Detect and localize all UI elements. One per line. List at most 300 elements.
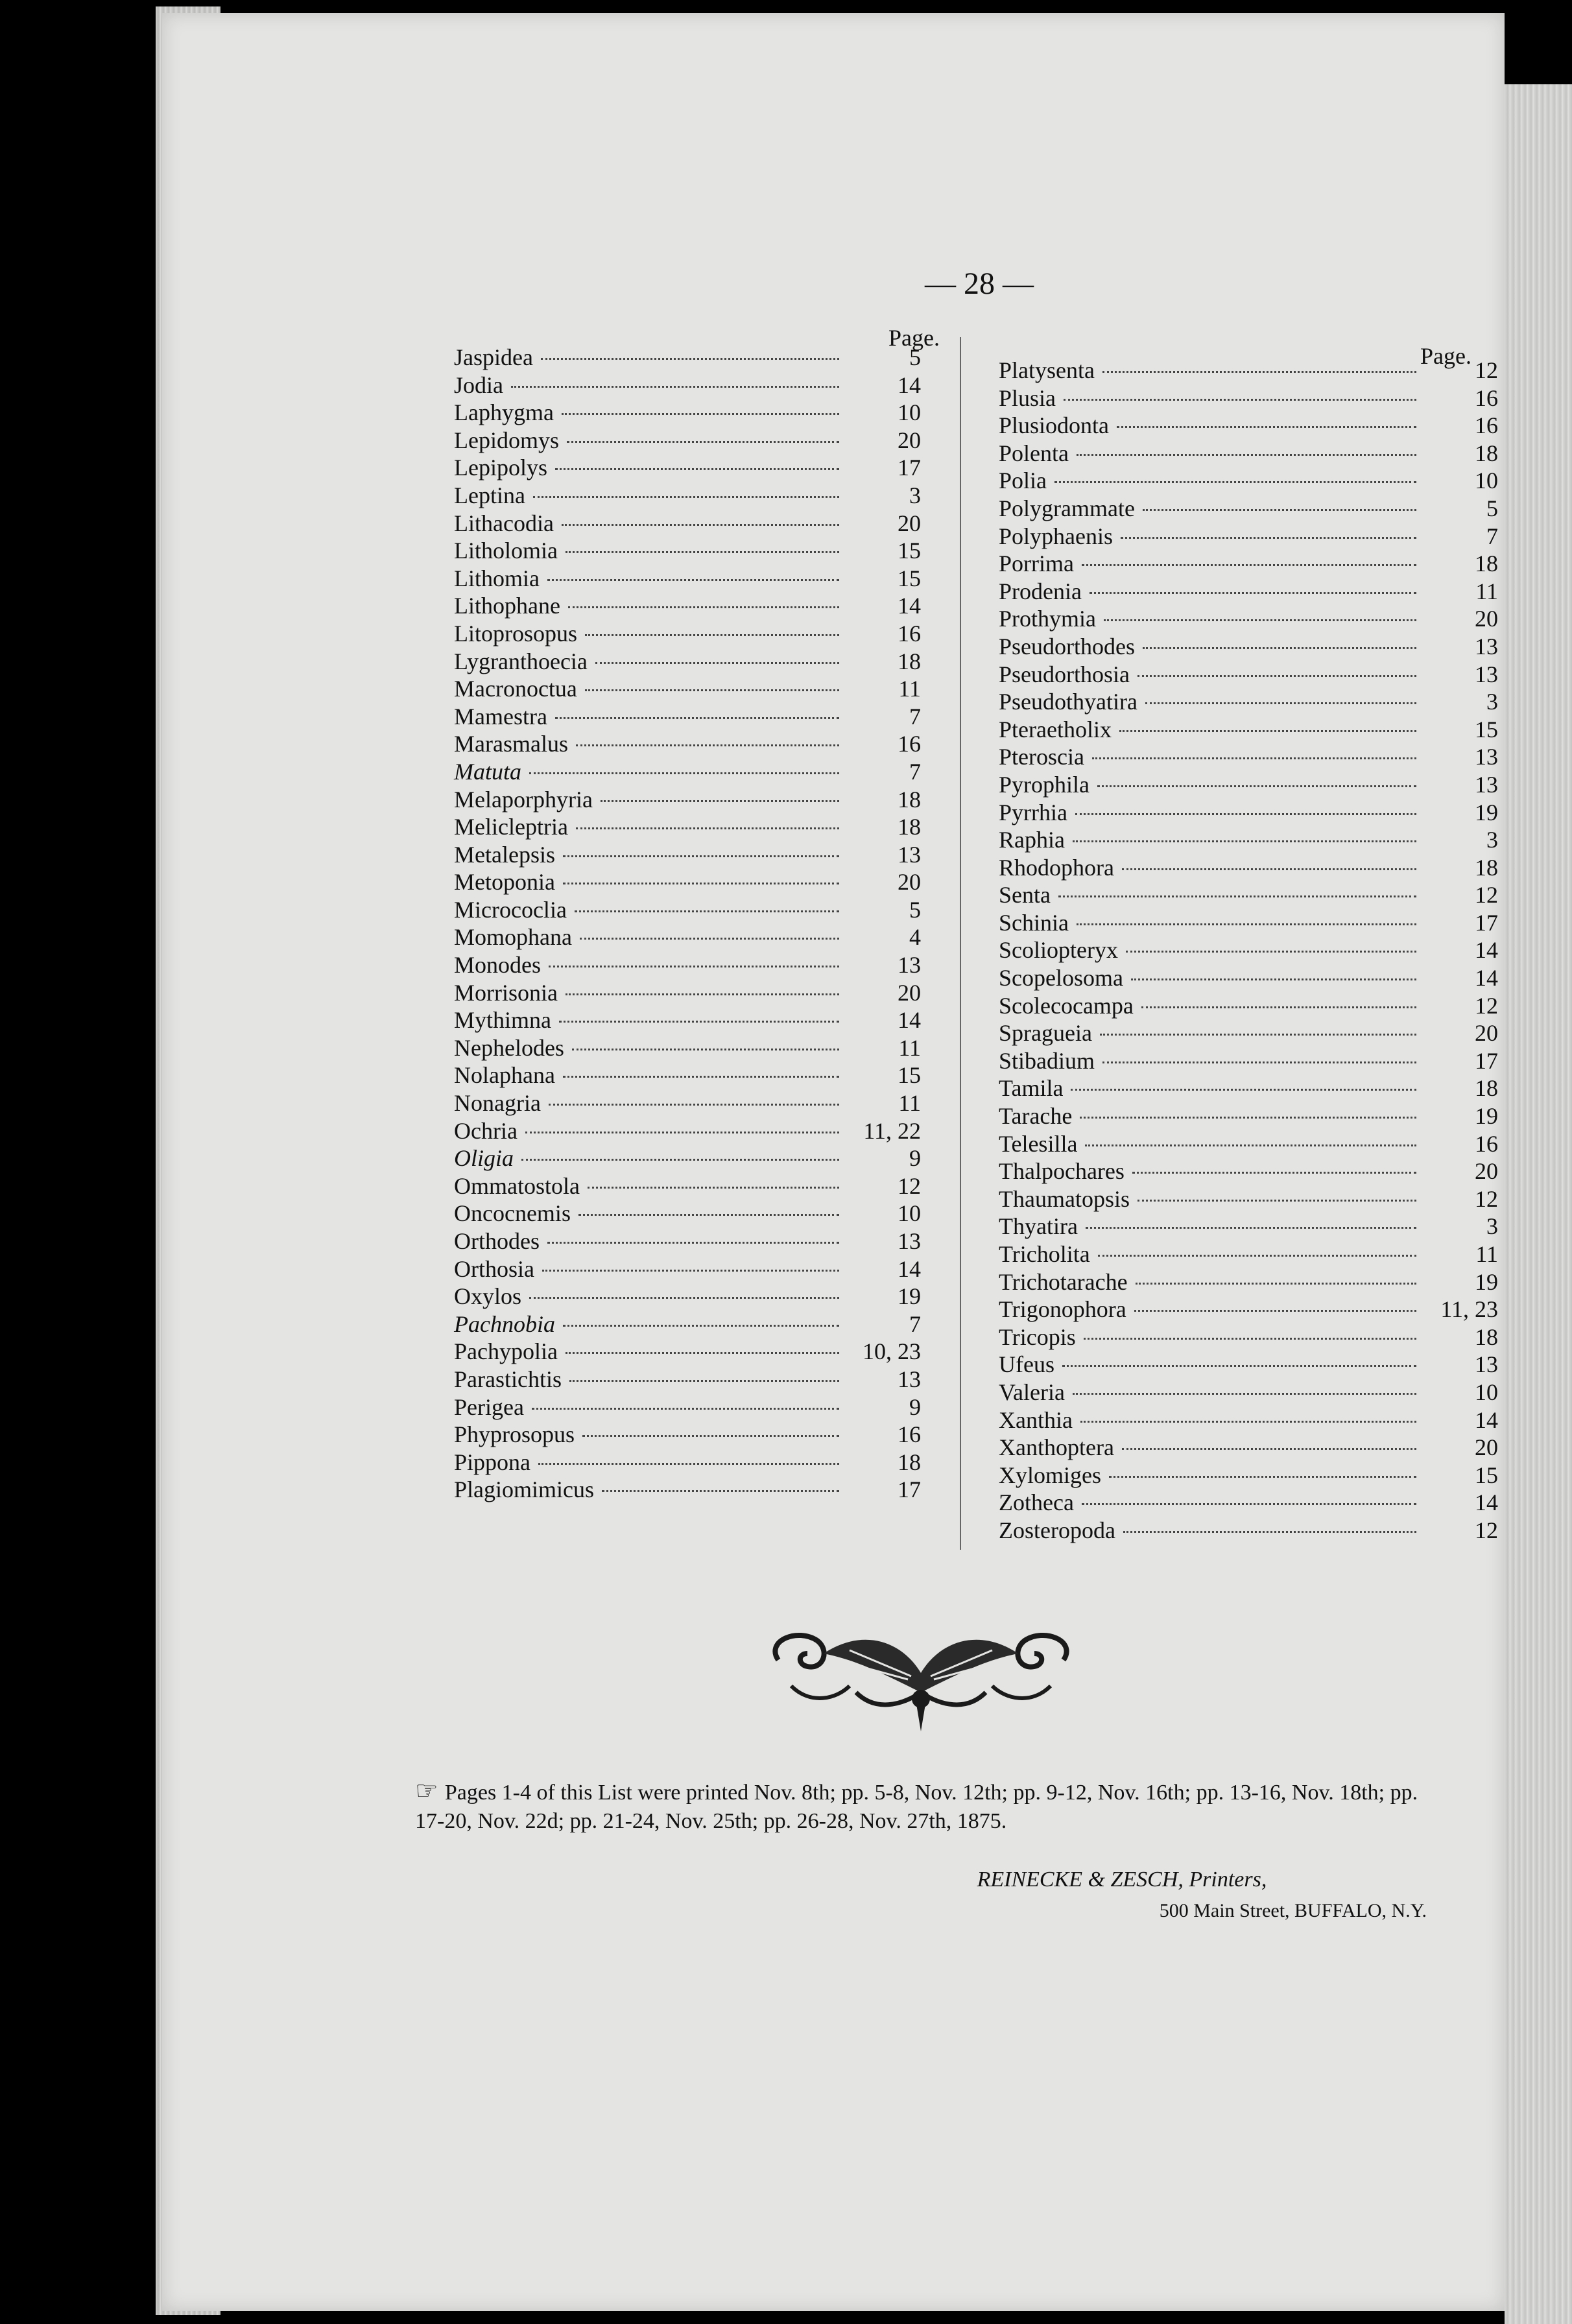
- genus-name: Metalepsis: [454, 841, 555, 868]
- index-entry: [454, 510, 921, 538]
- index-entry: [999, 357, 1498, 385]
- dot-leader: [555, 468, 839, 470]
- index-entry: [999, 936, 1498, 964]
- genus-name: Perigea: [454, 1393, 524, 1420]
- page-ref: 14: [898, 372, 921, 398]
- dot-leader: [1064, 399, 1416, 401]
- genus-name: Prothymia: [999, 606, 1096, 632]
- page-ref: 17: [898, 1476, 921, 1503]
- page-ref: 19: [1475, 1103, 1498, 1130]
- page-ref: 12: [1475, 1517, 1498, 1543]
- genus-name: Scoliopteryx: [999, 937, 1118, 964]
- genus-name: Tricholita: [999, 1241, 1090, 1267]
- dot-leader: [576, 744, 839, 746]
- index-entry: [454, 1366, 921, 1393]
- dot-leader: [1134, 1310, 1416, 1312]
- genus-name: Micrococlia: [454, 896, 567, 923]
- genus-name: Thaumatopsis: [999, 1185, 1130, 1212]
- dot-leader: [1122, 868, 1416, 870]
- index-entry: [454, 841, 921, 869]
- genus-name: Telesilla: [999, 1130, 1078, 1157]
- index-entry: [454, 399, 921, 427]
- genus-name: Jaspidea: [454, 344, 533, 370]
- page-ref: 12: [1475, 1185, 1498, 1212]
- page-ref: 20: [1475, 1158, 1498, 1185]
- index-entry: [454, 344, 921, 372]
- index-entry: [999, 992, 1498, 1020]
- page-ref: 19: [1475, 1268, 1498, 1295]
- dot-leader: [568, 606, 839, 608]
- genus-name: Zosteropoda: [999, 1517, 1115, 1543]
- page-ref: 18: [898, 814, 921, 840]
- genus-name: Polyphaenis: [999, 523, 1113, 549]
- dot-leader: [582, 1435, 839, 1437]
- page-ref: 20: [1475, 1020, 1498, 1047]
- dot-leader: [529, 1297, 839, 1299]
- genus-name: Momophana: [454, 924, 572, 951]
- genus-name: Metoponia: [454, 869, 555, 895]
- page-ref: 10: [898, 399, 921, 426]
- page-ref: 14: [898, 1007, 921, 1034]
- index-entry: [454, 1006, 921, 1034]
- genus-name: Marasmalus: [454, 731, 568, 757]
- genus-name: Polenta: [999, 440, 1069, 466]
- index-entry: [999, 412, 1498, 440]
- index-entry: [999, 826, 1498, 854]
- index-entry: [999, 1185, 1498, 1213]
- index-entry: [999, 385, 1498, 412]
- genus-name: Pseudothyatira: [999, 689, 1137, 715]
- page-ref: 5: [909, 896, 921, 923]
- genus-name: Xanthia: [999, 1406, 1073, 1433]
- index-entry: [999, 1157, 1498, 1185]
- dot-leader: [1145, 702, 1416, 704]
- index-entry: [999, 771, 1498, 799]
- printing-note: [415, 1777, 1440, 1836]
- index-entry: [454, 1421, 921, 1449]
- dot-leader: [585, 689, 839, 691]
- dot-leader: [1075, 813, 1416, 815]
- dot-leader: [1058, 895, 1416, 897]
- page-ref: 17: [898, 455, 921, 481]
- page-ref: 20: [898, 869, 921, 895]
- index-entry: [454, 813, 921, 841]
- genus-name: Tricopis: [999, 1323, 1076, 1350]
- dot-leader: [563, 883, 839, 884]
- index-entry: [454, 1034, 921, 1062]
- page-ref: 13: [1475, 771, 1498, 798]
- page-ref: 9: [909, 1393, 921, 1420]
- index-entry: [999, 1434, 1498, 1462]
- dot-leader: [566, 551, 839, 553]
- index-entry: [454, 1172, 921, 1200]
- index-entry: [454, 1476, 921, 1504]
- page-ref: 7: [909, 703, 921, 729]
- index-entry: [999, 688, 1498, 716]
- genus-name: Spragueia: [999, 1020, 1092, 1047]
- dot-leader: [1054, 481, 1416, 483]
- page-ref: 18: [898, 1449, 921, 1475]
- index-entry: [454, 1061, 921, 1089]
- genus-name: Lepipolys: [454, 455, 547, 481]
- index-entry: [999, 523, 1498, 551]
- genus-name: Lithophane: [454, 593, 560, 619]
- page-ref: 3: [909, 482, 921, 508]
- genus-name: Parastichtis: [454, 1366, 562, 1392]
- dot-leader: [1097, 785, 1416, 787]
- genus-name: Scolecocampa: [999, 992, 1134, 1019]
- page-ref: 13: [898, 1366, 921, 1392]
- page-ref: 13: [1475, 633, 1498, 659]
- genus-name: Ommatostola: [454, 1172, 580, 1199]
- index-entry: [999, 1462, 1498, 1489]
- dot-leader: [529, 772, 839, 774]
- genus-name: Xylomiges: [999, 1462, 1101, 1488]
- index-entry: [454, 620, 921, 648]
- index-entry: [999, 495, 1498, 523]
- index-entry: [454, 1200, 921, 1227]
- page-ref: 11: [898, 1090, 921, 1117]
- page-ref: 11, 23: [1440, 1296, 1498, 1323]
- index-column-right: [999, 357, 1498, 1545]
- index-entry: [454, 537, 921, 565]
- genus-name: Oligia: [454, 1145, 514, 1172]
- dot-leader: [588, 1187, 839, 1189]
- dot-leader: [1137, 675, 1416, 677]
- dot-leader: [567, 441, 839, 443]
- dot-leader: [1136, 1283, 1416, 1285]
- index-entry: [454, 1338, 921, 1366]
- page-ref: 16: [1475, 412, 1498, 439]
- dot-leader: [595, 662, 839, 664]
- genus-name: Scopelosoma: [999, 965, 1123, 991]
- dot-leader: [1098, 1255, 1416, 1257]
- index-entry: [454, 730, 921, 758]
- dot-leader: [547, 579, 839, 581]
- page-ref: 5: [909, 344, 921, 370]
- page-ref: 14: [898, 593, 921, 619]
- dot-leader: [602, 1490, 839, 1492]
- index-entry: [454, 1089, 921, 1117]
- genus-name: Schinia: [999, 909, 1069, 936]
- dot-leader: [521, 1159, 839, 1161]
- genus-name: Pachypolia: [454, 1338, 558, 1365]
- genus-name: Platysenta: [999, 357, 1095, 383]
- dot-leader: [1143, 509, 1416, 511]
- dot-leader: [580, 938, 839, 940]
- dot-leader: [1104, 619, 1416, 621]
- index-entry: [999, 1074, 1498, 1102]
- dot-leader: [538, 1463, 839, 1465]
- index-entry: [999, 964, 1498, 992]
- dot-leader: [566, 1352, 839, 1354]
- printing-note-text: Pages 1-4 of this List were printed Nov. 8th; pp. 5-8, Nov. 12th; pp. 9-12, Nov. 16th; pp. 13-16, Nov. 18th; pp. 17-20, Nov. 22d; pp. 21-24, Nov. 25th; pp. 26-28, Nov. 27th, 1875.: [415, 1781, 1418, 1833]
- dot-leader: [542, 1270, 839, 1272]
- dot-leader: [1123, 1531, 1416, 1533]
- genus-name: Pyrophila: [999, 771, 1090, 798]
- genus-name: Tamila: [999, 1075, 1064, 1102]
- page-ref: 16: [898, 731, 921, 757]
- dot-leader: [1102, 1061, 1416, 1063]
- index-entry: [454, 786, 921, 814]
- index-entry: [999, 1213, 1498, 1240]
- page-ref: 10: [898, 1200, 921, 1227]
- index-entry: [999, 909, 1498, 937]
- dot-leader: [1080, 1117, 1416, 1119]
- genus-name: Pteraetholix: [999, 716, 1112, 742]
- index-entry: [454, 427, 921, 455]
- dot-leader: [562, 524, 839, 526]
- index-entry: [454, 868, 921, 896]
- dot-leader: [1132, 1172, 1416, 1174]
- index-entry: [454, 923, 921, 951]
- page-ref: 20: [898, 427, 921, 453]
- page-ref: 13: [1475, 1351, 1498, 1378]
- page-ref: 18: [1475, 551, 1498, 577]
- genus-name: Plagiomimicus: [454, 1476, 594, 1503]
- dot-leader: [541, 358, 839, 360]
- index-entry: [454, 979, 921, 1007]
- page-ref: 12: [898, 1172, 921, 1199]
- dot-leader: [566, 993, 839, 995]
- dot-leader: [1122, 1448, 1416, 1450]
- index-entry: [454, 703, 921, 731]
- genus-name: Litholomia: [454, 538, 558, 564]
- genus-name: Orthodes: [454, 1228, 540, 1254]
- genus-name: Rhodophora: [999, 854, 1114, 881]
- index-entry: [999, 799, 1498, 827]
- dot-leader: [601, 800, 839, 802]
- dot-leader: [1085, 1144, 1416, 1146]
- genus-name: Phyprosopus: [454, 1421, 575, 1448]
- page-ref: 13: [1475, 744, 1498, 770]
- page-ref: 17: [1475, 909, 1498, 936]
- genus-name: Pseudorthosia: [999, 661, 1130, 687]
- index-entry: [454, 482, 921, 510]
- index-entry: [999, 633, 1498, 661]
- dot-leader: [555, 717, 839, 719]
- dot-leader: [1126, 951, 1416, 953]
- index-entry: [999, 661, 1498, 689]
- genus-name: Pachnobia: [454, 1310, 555, 1337]
- index-entry: [999, 716, 1498, 744]
- page-ref: 18: [1475, 1323, 1498, 1350]
- dot-leader: [525, 1132, 839, 1133]
- page-ref: 7: [909, 758, 921, 785]
- page-ref: 18: [1475, 854, 1498, 881]
- genus-name: Jodia: [454, 372, 503, 398]
- index-entry: [999, 1323, 1498, 1351]
- dot-leader: [1082, 1503, 1416, 1505]
- page-ref: 10, 23: [863, 1338, 921, 1365]
- page-ref: 11: [898, 1034, 921, 1061]
- dot-leader: [1141, 1006, 1416, 1008]
- page-ref: 20: [898, 510, 921, 536]
- index-entry: [999, 743, 1498, 771]
- index-entry: [999, 1130, 1498, 1158]
- index-entry: [999, 1296, 1498, 1323]
- genus-name: Pippona: [454, 1449, 531, 1475]
- index-entry: [454, 454, 921, 482]
- printers-ornament-icon: [752, 1615, 1090, 1738]
- dot-leader: [575, 910, 839, 912]
- page-ref: 11: [898, 676, 921, 702]
- pointing-hand-icon: ☞: [415, 1776, 438, 1805]
- genus-name: Ochria: [454, 1117, 518, 1144]
- page-ref: 15: [1475, 716, 1498, 742]
- dot-leader: [1077, 454, 1416, 456]
- genus-name: Macronoctua: [454, 676, 577, 702]
- dot-leader: [559, 1021, 839, 1023]
- index-entry: [454, 1449, 921, 1476]
- genus-name: Prodenia: [999, 578, 1082, 604]
- dot-leader: [1073, 840, 1416, 842]
- index-entry: [999, 1489, 1498, 1517]
- index-column-left: [454, 344, 921, 1504]
- genus-name: Plusiodonta: [999, 412, 1110, 439]
- dot-leader: [585, 634, 839, 636]
- index-entry: [454, 1227, 921, 1255]
- genus-name: Zotheca: [999, 1489, 1074, 1516]
- dot-leader: [563, 855, 839, 857]
- index-entry: [999, 1517, 1498, 1545]
- genus-name: Melicleptria: [454, 814, 568, 840]
- dot-leader: [532, 1408, 839, 1410]
- genus-name: Senta: [999, 882, 1051, 908]
- index-entry: [454, 565, 921, 593]
- dot-leader: [1121, 537, 1416, 539]
- dot-leader: [1117, 426, 1416, 428]
- page-ref: 14: [1475, 937, 1498, 964]
- dot-leader: [1090, 592, 1416, 594]
- dot-leader: [563, 1076, 839, 1078]
- index-entry: [999, 881, 1498, 909]
- genus-name: Nolaphana: [454, 1062, 555, 1089]
- genus-name: Porrima: [999, 551, 1074, 577]
- dot-leader: [549, 1104, 839, 1106]
- dot-leader: [1131, 978, 1416, 980]
- page-ref: 19: [898, 1283, 921, 1310]
- index-entry: [454, 1255, 921, 1283]
- page-ref: 20: [1475, 606, 1498, 632]
- printer-credit: REINECKE & ZESCH, Printers,: [977, 1868, 1267, 1891]
- index-entry: [999, 854, 1498, 882]
- dot-leader: [1143, 647, 1416, 649]
- index-entry: [454, 1144, 921, 1172]
- page-ref: 11, 22: [863, 1117, 921, 1144]
- page-ref: 15: [898, 565, 921, 591]
- index-entry: [999, 1379, 1498, 1406]
- index-entry: [454, 951, 921, 979]
- index-entry: [999, 578, 1498, 606]
- genus-name: Tarache: [999, 1103, 1073, 1130]
- dot-leader: [1071, 1089, 1416, 1091]
- genus-name: Laphygma: [454, 399, 554, 426]
- genus-name: Pteroscia: [999, 744, 1084, 770]
- genus-name: Nephelodes: [454, 1034, 564, 1061]
- genus-name: Monodes: [454, 952, 541, 978]
- facing-page-edge: [1505, 84, 1572, 2324]
- genus-name: Trichotarache: [999, 1268, 1128, 1295]
- dot-leader: [576, 827, 839, 829]
- genus-name: Litoprosopus: [454, 620, 578, 646]
- page-ref: 9: [909, 1145, 921, 1172]
- page-ref: 10: [1475, 1379, 1498, 1405]
- printer-address: 500 Main Street, BUFFALO, N.Y.: [1159, 1900, 1427, 1921]
- dot-leader: [511, 386, 839, 388]
- dot-leader: [1082, 564, 1416, 566]
- dot-leader: [1102, 371, 1416, 373]
- genus-name: Leptina: [454, 482, 525, 508]
- genus-name: Stibadium: [999, 1047, 1095, 1074]
- genus-name: Melaporphyria: [454, 786, 593, 812]
- page-ref: 13: [1475, 661, 1498, 687]
- page-ref: 14: [1475, 1489, 1498, 1516]
- dot-leader: [572, 1049, 839, 1050]
- page-ref: 13: [898, 1228, 921, 1254]
- page-ref: 7: [909, 1310, 921, 1337]
- page-ref: 18: [1475, 440, 1498, 466]
- page-ref: 18: [898, 786, 921, 812]
- page-number: — 28 —: [925, 267, 1034, 301]
- dot-leader: [1073, 1393, 1416, 1395]
- page-ref: 16: [1475, 1130, 1498, 1157]
- page-ref: 18: [1475, 1075, 1498, 1102]
- page-ref: 10: [1475, 468, 1498, 494]
- index-entry: [454, 592, 921, 620]
- index-entry: [999, 467, 1498, 495]
- page-ref: 11: [1475, 578, 1498, 604]
- index-entry: [999, 550, 1498, 578]
- dot-leader: [1062, 1365, 1416, 1367]
- dot-leader: [578, 1214, 839, 1216]
- index-entry: [999, 1351, 1498, 1379]
- genus-name: Pyrrhia: [999, 799, 1067, 825]
- page-ref: 12: [1475, 357, 1498, 383]
- index-entry: [454, 758, 921, 786]
- page-ref: 15: [898, 538, 921, 564]
- dot-leader: [1100, 1034, 1416, 1036]
- page-ref: 13: [898, 952, 921, 978]
- genus-name: Lygranthoecia: [454, 648, 588, 674]
- page-ref: 11: [1475, 1241, 1498, 1267]
- genus-name: Matuta: [454, 758, 521, 785]
- page-ref: 20: [1475, 1434, 1498, 1461]
- index-entry: [454, 1283, 921, 1310]
- index-entry: [999, 440, 1498, 468]
- dot-leader: [1084, 1338, 1416, 1340]
- dot-leader: [1077, 923, 1416, 925]
- genus-name: Polia: [999, 468, 1047, 494]
- genus-name: Xanthoptera: [999, 1434, 1114, 1461]
- index-entry: [999, 1102, 1498, 1130]
- page-ref: 14: [1475, 1406, 1498, 1433]
- genus-name: Lithacodia: [454, 510, 554, 536]
- genus-name: Orthosia: [454, 1255, 534, 1282]
- page-ref: 15: [898, 1062, 921, 1089]
- genus-name: Ufeus: [999, 1351, 1054, 1378]
- index-entry: [999, 605, 1498, 633]
- page-ref: 18: [898, 648, 921, 674]
- dot-leader: [1092, 757, 1416, 759]
- page-ref: 16: [898, 1421, 921, 1448]
- page-ref: 16: [1475, 385, 1498, 411]
- column-divider: [960, 337, 961, 1550]
- page-ref: 5: [1486, 495, 1498, 521]
- genus-name: Oncocnemis: [454, 1200, 571, 1227]
- page-ref: 19: [1475, 799, 1498, 825]
- page-ref: 15: [1475, 1462, 1498, 1488]
